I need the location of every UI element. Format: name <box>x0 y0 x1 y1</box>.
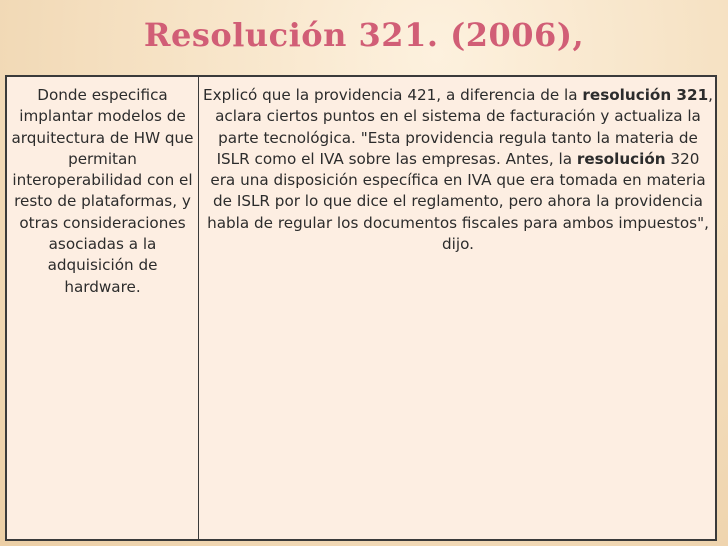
left-cell <box>7 77 199 539</box>
right-text-segment-2: , aclara ciertos puntos en el sistema de facturación y actualiza la parte tecnológica. "Esta providencia regula tanto la materia de ISLR como el IVA sobre las empresas. Antes, la <box>215 86 713 168</box>
right-cell <box>199 77 715 539</box>
right-text-segment-1: Explicó que la providencia 421, a diferencia de la <box>203 86 583 104</box>
right-text-bold-2: resolución <box>576 149 666 168</box>
content-table <box>5 75 717 541</box>
left-cell-text: Donde especifica implantar modelos de arquitectura de HW que permitan interoperabilidad con el resto de plataformas, y otras consideraciones asociadas a la adquisición de hardware. <box>11 86 194 296</box>
slide-title: Resolución 321. (2006), <box>143 16 585 54</box>
right-text-segment-3: 320 era una disposición específica en IVA que era tomada en materia de ISLR por lo que dice el reglamento, pero ahora la providencia habla de regular los documentos fiscales para ambos impuestos", dijo. <box>207 149 709 254</box>
right-text-bold-1: resolución 321 <box>582 86 709 104</box>
